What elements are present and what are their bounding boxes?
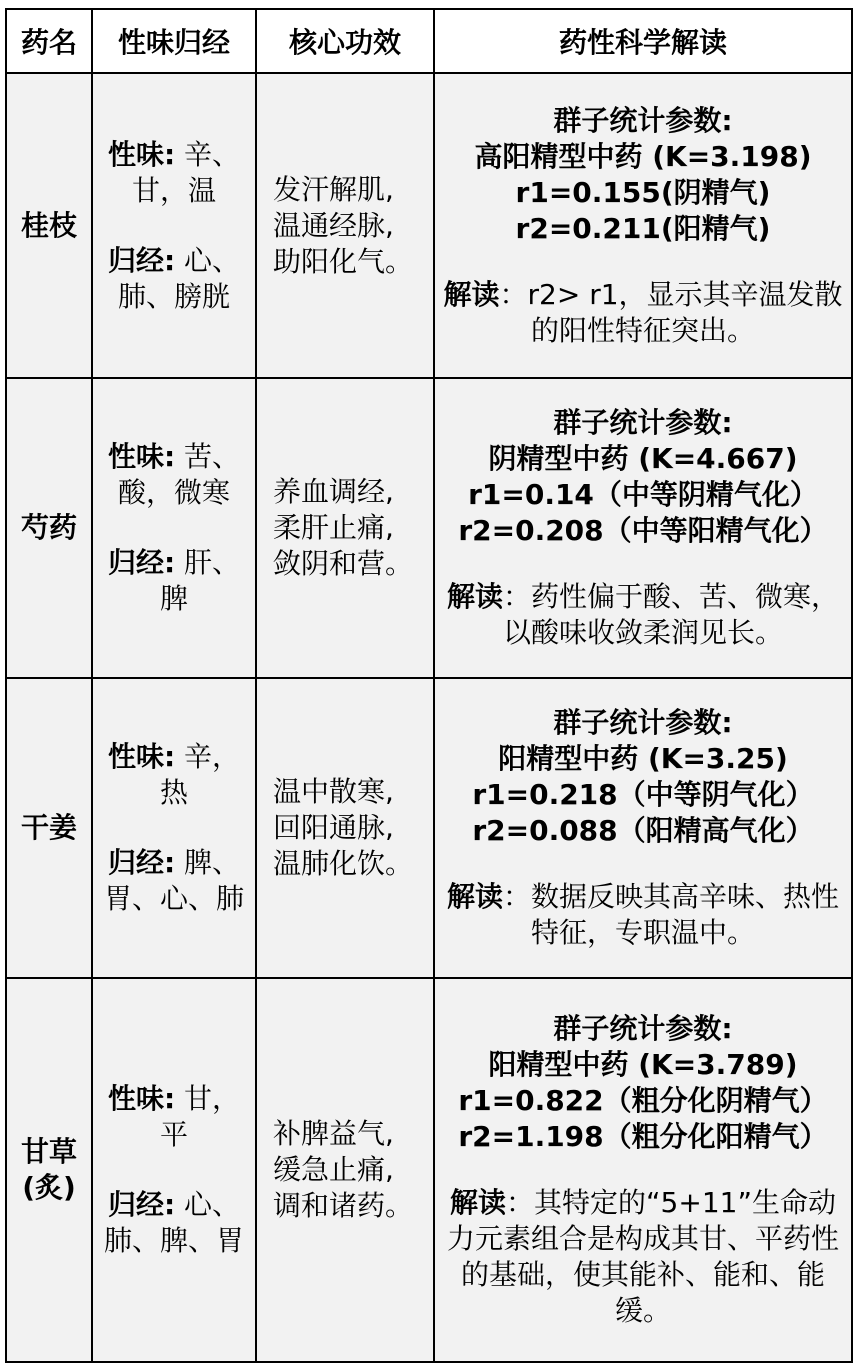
stats-r2: r2=0.211(阳精气) [515, 211, 771, 245]
stats-title: 群子统计参数: [553, 1012, 733, 1045]
function-cell [256, 978, 434, 1362]
meridian-value: 肝、脾 [159, 546, 241, 615]
meridian-label: 归经: [107, 243, 176, 277]
taste-value: 辛、甘，温 [131, 137, 241, 207]
header-row [6, 9, 852, 73]
function-line: 回阳通脉, [273, 811, 394, 844]
stats-type: 阳精型中药 (K=3.789) [488, 1048, 798, 1081]
meridian-block [103, 545, 245, 617]
herb-name-cell [6, 678, 92, 978]
taste-value: 苦、酸，微寒 [117, 440, 241, 509]
interpretation-label: 解读 [446, 880, 503, 913]
table-row [6, 378, 852, 678]
meridian-value: 心、肺、膀胱 [117, 243, 241, 313]
interpretation-label: 解读 [450, 1186, 507, 1219]
meridian-value: 脾、胃、心、肺 [103, 846, 244, 915]
taste-label: 性味: [107, 137, 176, 171]
function-cell [256, 73, 434, 378]
taste-value: 辛，热 [159, 740, 241, 809]
table-row [6, 978, 852, 1362]
stats-type: 高阳精型中药 (K=3.198) [474, 139, 812, 173]
stats-title: 群子统计参数: [553, 103, 733, 137]
header-name: 药名 [6, 9, 92, 73]
herb-name-note: (炙) [22, 1171, 76, 1204]
meridian-label: 归经: [107, 846, 176, 879]
stats-type: 阳精型中药 (K=3.25) [498, 742, 788, 775]
meridian-label: 归经: [107, 546, 176, 579]
stats-type: 阴精型中药 (K=4.667) [488, 442, 798, 475]
meridian-label: 归经: [107, 1188, 176, 1221]
herb-name: 桂枝 [20, 208, 77, 242]
interpretation-cell [434, 978, 852, 1362]
herb-name-cell [6, 978, 92, 1362]
interpretation-cell [434, 678, 852, 978]
interpretation-body: ：其特定的“5+11”生命动力元素组合是构成其甘、平药性的基础，使其能补、能和、能缓。 [446, 1186, 839, 1327]
table-row [6, 678, 852, 978]
interpretation-body: ：r2> r1，显示其辛温发散的阳性特征突出。 [499, 277, 843, 347]
interpretation-label: 解读 [443, 277, 500, 311]
property-cell [92, 678, 256, 978]
function-line: 调和诸药。 [273, 1189, 414, 1222]
herb-table [5, 8, 853, 1363]
property-cell [92, 73, 256, 378]
taste-label: 性味: [107, 740, 176, 773]
stats-r2: r2=0.208（中等阳精气化） [458, 514, 828, 547]
taste-value: 甘，平 [159, 1082, 241, 1151]
function-line: 柔肝止痛, [273, 511, 394, 544]
table-row [6, 73, 852, 378]
function-line: 温通经脉, [273, 208, 394, 242]
taste-block [103, 1081, 245, 1153]
taste-block [103, 439, 245, 511]
stats-r1: r1=0.218（中等阴气化） [472, 778, 814, 811]
taste-block [103, 739, 245, 811]
function-line: 缓急止痛, [273, 1153, 394, 1186]
header-interpretation: 药性科学解读 [434, 9, 852, 73]
taste-label: 性味: [107, 1082, 176, 1115]
property-cell [92, 378, 256, 678]
interpretation-cell [434, 378, 852, 678]
function-line: 补脾益气, [273, 1117, 394, 1150]
interpretation-text [443, 1185, 843, 1329]
interpretation-text [443, 879, 843, 951]
herb-name: 甘草 [20, 1135, 77, 1168]
stats-r2: r2=1.198（粗分化阳精气） [458, 1120, 828, 1153]
herb-name: 干姜 [20, 811, 77, 844]
interpretation-label: 解读 [446, 580, 503, 613]
function-line: 助阳化气。 [273, 244, 414, 278]
meridian-block [103, 845, 245, 917]
interpretation-text [443, 579, 843, 651]
stats-r1: r1=0.14（中等阴精气化） [468, 478, 818, 511]
function-cell [256, 378, 434, 678]
taste-block [103, 137, 245, 209]
interpretation-body: ：药性偏于酸、苦、微寒，以酸味收敛柔润见长。 [502, 580, 840, 649]
meridian-value: 心、肺、脾、胃 [103, 1188, 244, 1257]
header-functions: 核心功效 [256, 9, 434, 73]
interpretation-text [443, 277, 843, 349]
function-line: 敛阴和营。 [273, 547, 414, 580]
herb-name: 芍药 [20, 511, 77, 544]
property-cell [92, 978, 256, 1362]
stats-r2: r2=0.088（阳精高气化） [472, 814, 814, 847]
herb-name-cell [6, 378, 92, 678]
interpretation-cell [434, 73, 852, 378]
stats-r1: r1=0.155(阴精气) [515, 175, 771, 209]
meridian-block [103, 1187, 245, 1259]
interpretation-body: ：数据反映其高辛味、热性特征，专职温中。 [503, 880, 840, 949]
function-line: 温中散寒, [273, 775, 394, 808]
function-line: 温肺化饮。 [273, 847, 414, 880]
meridian-block [103, 243, 245, 315]
taste-label: 性味: [107, 440, 176, 473]
stats-title: 群子统计参数: [553, 406, 733, 439]
function-line: 养血调经, [273, 475, 394, 508]
function-cell [256, 678, 434, 978]
stats-r1: r1=0.822（粗分化阴精气） [458, 1084, 828, 1117]
herb-name-cell [6, 73, 92, 378]
function-line: 发汗解肌, [273, 172, 394, 206]
header-properties: 性味归经 [92, 9, 256, 73]
stats-title: 群子统计参数: [553, 706, 733, 739]
